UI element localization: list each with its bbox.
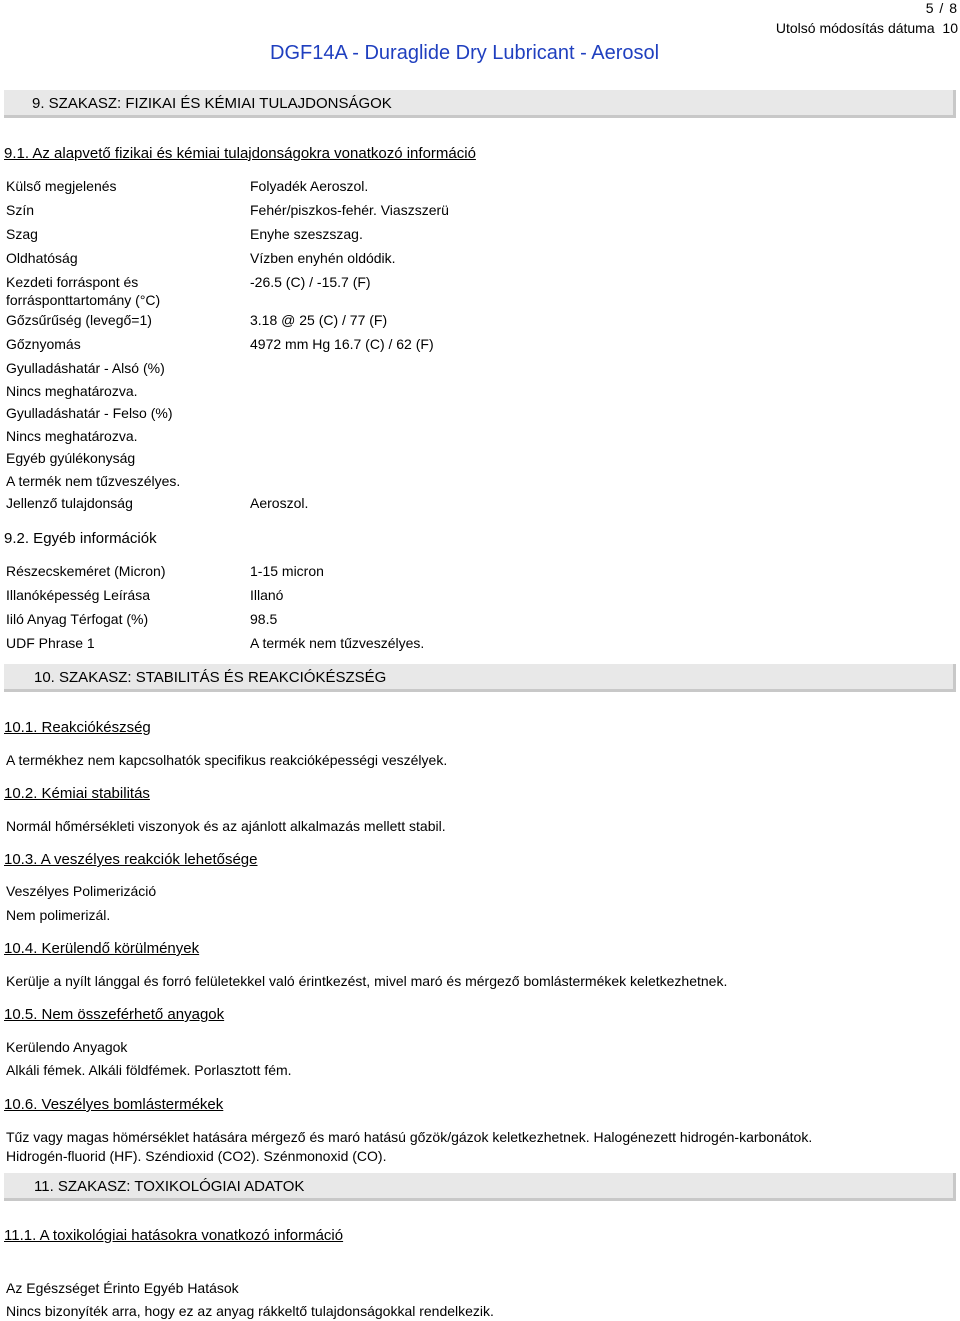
subsection-10-1-title: 10.1. Reakciókészség <box>4 719 151 736</box>
section-10-header <box>4 664 956 692</box>
health-effects-label: Az Egészséget Érinto Egyéb Hatások <box>6 1280 239 1296</box>
characteristic-value: Aeroszol. <box>250 495 309 511</box>
prop-label-boiling-point: Kezdeti forráspont és <box>6 274 139 290</box>
section-9-header <box>4 90 956 118</box>
subsection-10-5-title: 10.5. Nem összeférhető anyagok <box>4 1006 225 1023</box>
subsection-10-4-title: 10.4. Kerülendő körülmények <box>4 940 200 957</box>
modification-date-value: 10 <box>942 20 958 36</box>
subsection-10-6-text-line1: Tűz vagy magas hömérséklet hatására mérgező és maró hatású gőzök/gázok keletkezhetnek. Halogénezett hidrogén-karbonátok. <box>6 1129 813 1145</box>
section-11-title: 11. SZAKASZ: TOXIKOLÓGIAI ADATOK <box>34 1178 305 1195</box>
avoid-materials-value: Alkáli fémek. Alkáli földfémek. Porlasztott fém. <box>6 1062 292 1078</box>
prop-label-odor: Szag <box>6 226 38 242</box>
other-label-volatility: Illanóképesség Leírása <box>6 587 150 603</box>
prop-label-vapor-density: Gőzsűrűség (levegő=1) <box>6 312 152 328</box>
polymerization-label: Veszélyes Polimerizáció <box>6 883 157 899</box>
subsection-10-3-title: 10.3. A veszélyes reakciók lehetősége <box>4 851 258 868</box>
other-flammability-value: A termék nem tűzveszélyes. <box>6 473 181 489</box>
section-10-title: 10. SZAKASZ: STABILITÁS ÉS REAKCIÓKÉSZSÉG <box>34 669 387 686</box>
prop-value-vapor-pressure: 4972 mm Hg 16.7 (C) / 62 (F) <box>250 336 434 352</box>
prop-value-odor: Enyhe szeszszag. <box>250 226 363 242</box>
flammability-upper-value: Nincs meghatározva. <box>6 428 138 444</box>
other-value-volatile-volume: 98.5 <box>250 611 278 627</box>
prop-label-solubility: Oldhatóság <box>6 250 78 266</box>
section-9-title: 9. SZAKASZ: FIZIKAI ÉS KÉMIAI TULAJDONSÁGOK <box>32 95 392 112</box>
flammability-lower-label: Gyulladáshatár - Alsó (%) <box>6 360 165 376</box>
subsection-10-1-text: A termékhez nem kapcsolhatók specifikus reakcióképességi veszélyek. <box>6 752 448 768</box>
other-label-volatile-volume: Iiló Anyag Térfogat (%) <box>6 611 149 627</box>
section-11-header <box>4 1173 956 1201</box>
flammability-lower-value: Nincs meghatározva. <box>6 383 138 399</box>
other-value-udf-phrase: A termék nem tűzveszélyes. <box>250 635 425 651</box>
avoid-materials-label: Kerülendo Anyagok <box>6 1039 128 1055</box>
other-value-particle-size: 1-15 micron <box>250 563 324 579</box>
other-label-udf-phrase: UDF Phrase 1 <box>6 635 95 651</box>
subsection-10-6-title: 10.6. Veszélyes bomlástermékek <box>4 1096 224 1113</box>
other-flammability-label: Egyéb gyúlékonyság <box>6 450 136 466</box>
modification-date <box>776 20 958 36</box>
modification-date-label: Utolsó módosítás dátuma <box>775 20 935 36</box>
flammability-upper-label: Gyulladáshatár - Felso (%) <box>6 405 173 421</box>
prop-label-boiling-range: forrásponttartomány (°C) <box>6 292 161 308</box>
other-value-volatility: Illanó <box>250 587 284 603</box>
prop-label-color: Szín <box>6 202 35 218</box>
prop-label-vapor-pressure: Gőznyomás <box>6 336 81 352</box>
subsection-9-1-title: 9.1. Az alapvető fizikai és kémiai tulajdonságokra vonatkozó információ <box>4 145 476 162</box>
subsection-9-2-title: 9.2. Egyéb információk <box>4 530 157 547</box>
subsection-10-4-text: Kerülje a nyílt lánggal és forró felületekkel való érintkezést, mivel maró és mérgező bomlástermékek keletkezhetnek. <box>6 973 728 989</box>
page-number: 5 / 8 <box>925 0 958 16</box>
prop-label-appearance: Külső megjelenés <box>6 178 117 194</box>
subsection-10-6-text-line2: Hidrogén-fluorid (HF). Széndioxid (CO2). Szénmonoxid (CO). <box>6 1148 387 1164</box>
prop-value-appearance: Folyadék Aeroszol. <box>250 178 369 194</box>
health-effects-value: Nincs bizonyíték arra, hogy ez az anyag rákkeltő tulajdonságokkal rendelkezik. <box>6 1303 494 1319</box>
subsection-11-1-title: 11.1. A toxikológiai hatásokra vonatkozó információ <box>4 1227 344 1244</box>
document-title: DGF14A - Duraglide Dry Lubricant - Aerosol <box>270 42 660 64</box>
prop-value-boiling-point: -26.5 (C) / -15.7 (F) <box>250 274 371 290</box>
prop-value-solubility: Vízben enyhén oldódik. <box>250 250 396 266</box>
other-label-particle-size: Részecskeméret (Micron) <box>6 563 166 579</box>
prop-value-vapor-density: 3.18 @ 25 (C) / 77 (F) <box>250 312 388 328</box>
prop-value-color: Fehér/piszkos-fehér. Viaszszerü <box>250 202 449 218</box>
subsection-10-2-text: Normál hőmérsékleti viszonyok és az ajánlott alkalmazás mellett stabil. <box>6 818 446 834</box>
subsection-10-2-title: 10.2. Kémiai stabilitás <box>4 785 150 802</box>
polymerization-value: Nem polimerizál. <box>6 907 111 923</box>
characteristic-label: Jellenző tulajdonság <box>6 495 133 511</box>
